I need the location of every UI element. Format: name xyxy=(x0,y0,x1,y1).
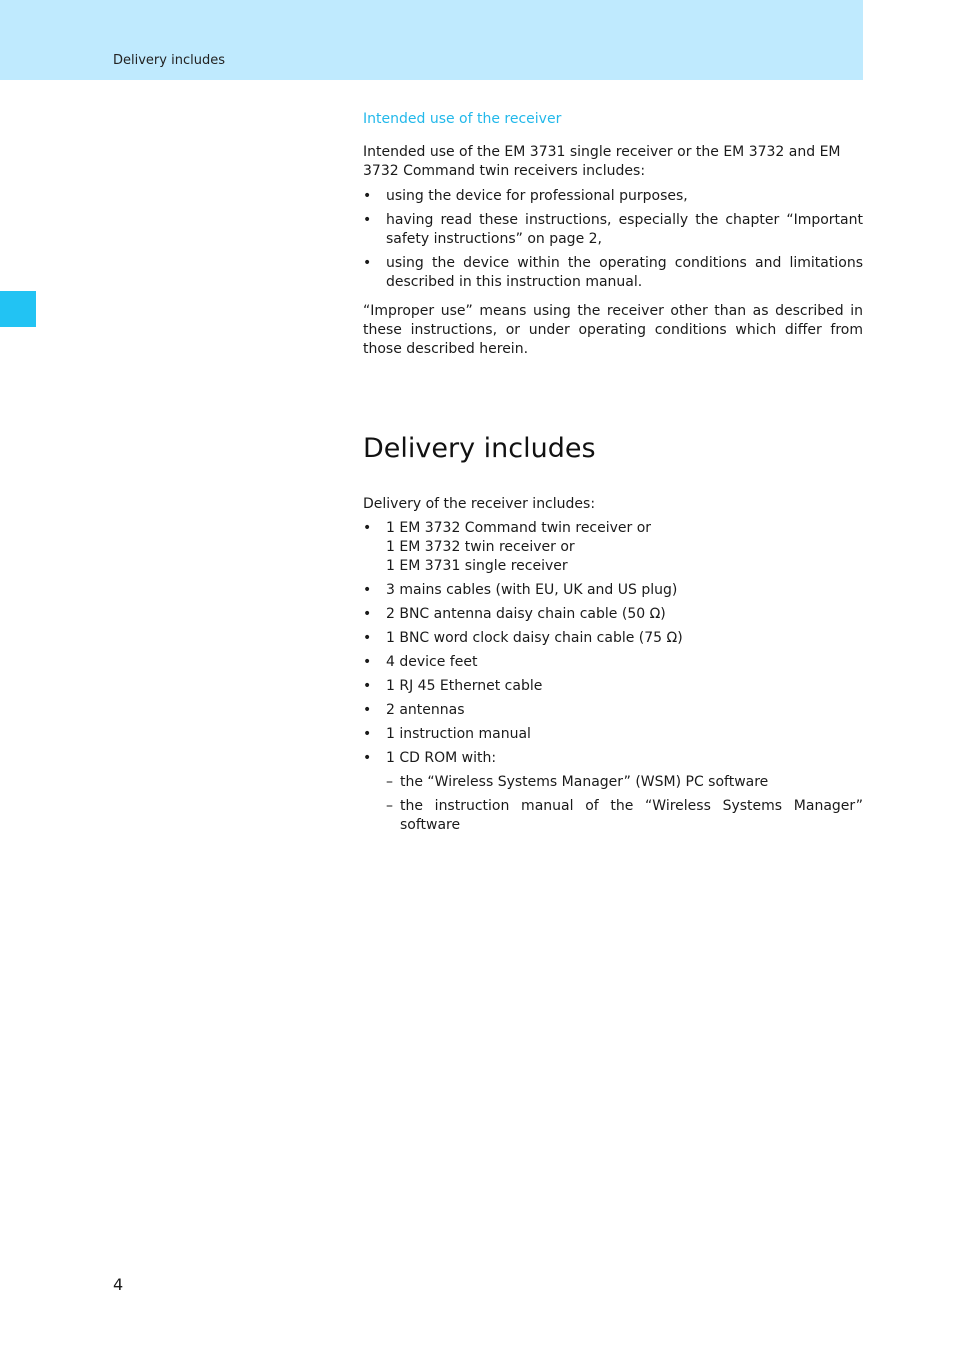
section-heading-intended-use: Intended use of the receiver xyxy=(363,111,562,127)
list-item: – the instruction manual of the “Wireless Systems Manager” software xyxy=(386,798,863,833)
list-item: • 2 BNC antenna daisy chain cable (50 Ω) xyxy=(363,606,666,622)
bullet-icon: • xyxy=(363,606,372,622)
intended-use-intro: Intended use of the EM 3731 single receiver or the EM 3732 and EM 3732 Command twin receivers includes: xyxy=(363,144,841,179)
chapter-tab-marker xyxy=(0,291,36,327)
improper-use-paragraph: “Improper use” means using the receiver other than as described in these instructions, or under operating conditions which differ from those described herein. xyxy=(363,303,863,357)
list-item: • using the device within the operating conditions and limitations described in this instruction manual. xyxy=(363,255,863,290)
bullet-icon: • xyxy=(363,212,372,228)
bullet-icon: • xyxy=(363,678,372,694)
dash-icon: – xyxy=(386,774,393,790)
bullet-icon: • xyxy=(363,750,372,766)
page-number: 4 xyxy=(113,1275,124,1294)
list-item: • having read these instructions, especially the chapter “Important safety instructions” on page 2, xyxy=(363,212,863,247)
bullet-icon: • xyxy=(363,702,372,718)
bullet-icon: • xyxy=(363,630,372,646)
list-item: • 1 EM 3732 Command twin receiver or 1 EM 3732 twin receiver or 1 EM 3731 single receiver xyxy=(363,520,652,574)
bullet-icon: • xyxy=(363,582,372,598)
bullet-icon: • xyxy=(363,520,372,536)
list-item: – the “Wireless Systems Manager” (WSM) PC software xyxy=(386,774,769,790)
bullet-icon: • xyxy=(363,654,372,670)
page-title: Delivery includes xyxy=(363,433,596,464)
delivery-intro: Delivery of the receiver includes: xyxy=(363,496,596,512)
list-item: • 1 RJ 45 Ethernet cable xyxy=(363,678,543,694)
list-item: • 1 BNC word clock daisy chain cable (75 Ω) xyxy=(363,630,683,646)
list-item: • 2 antennas xyxy=(363,702,465,718)
list-item: • 1 CD ROM with: – the “Wireless Systems Manager” (WSM) PC software – the instruction manual of the “Wireless Systems Manager” software xyxy=(363,750,863,833)
bullet-icon: • xyxy=(363,726,372,742)
list-item: • 4 device feet xyxy=(363,654,478,670)
header-band xyxy=(0,0,863,80)
dash-icon: – xyxy=(386,798,393,814)
running-title: Delivery includes xyxy=(113,53,225,68)
intended-use-list xyxy=(363,187,863,297)
list-item: • using the device for professional purposes, xyxy=(363,188,688,204)
delivery-list xyxy=(363,519,863,840)
bullet-icon: • xyxy=(363,255,372,271)
list-item: • 3 mains cables (with EU, UK and US plug) xyxy=(363,582,678,598)
list-item: • 1 instruction manual xyxy=(363,726,531,742)
cd-contents-list xyxy=(386,773,863,835)
bullet-icon: • xyxy=(363,188,372,204)
